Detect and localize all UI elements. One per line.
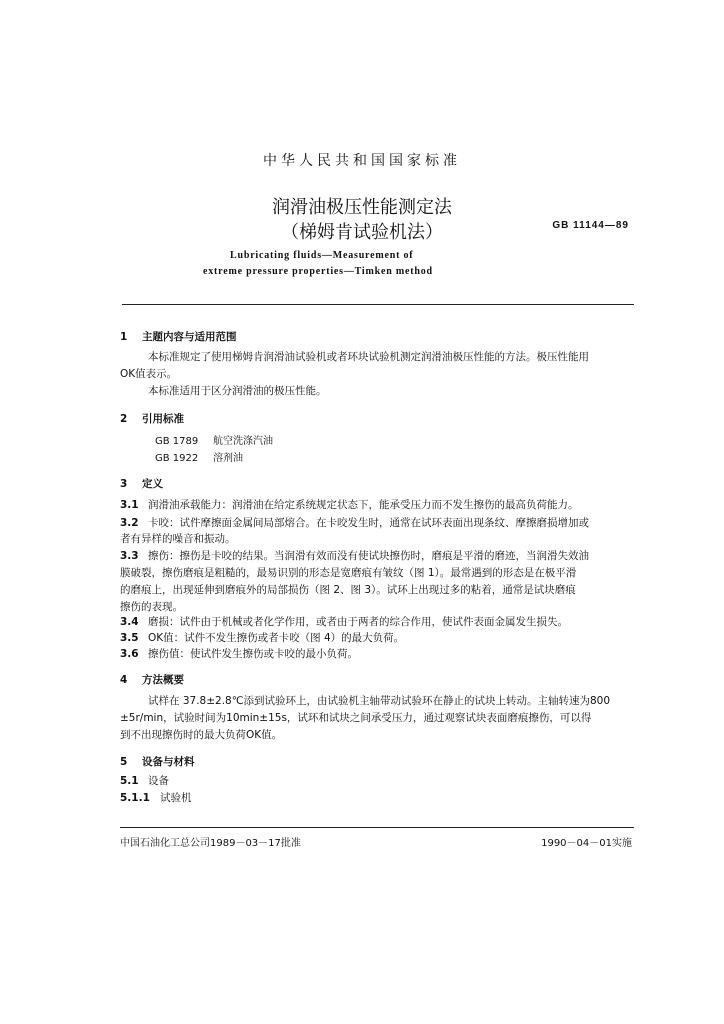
section-title: 主题内容与适用范围 <box>142 331 237 343</box>
item-text: 卡咬：试件摩擦面金属间局部熔合。在卡咬发生时，通常在试环表面出现条纹、摩擦磨损增加或 <box>148 517 589 529</box>
title-chinese-line1: 润滑油极压性能测定法 <box>272 197 452 218</box>
section-number: 4 <box>120 674 128 686</box>
item-number: 5.1 <box>120 775 139 787</box>
subsection-5-1-1 <box>120 790 192 805</box>
definition-3-3-line3: 的磨痕上，出现延伸到磨痕外的局部损伤（图 2、图 3）。试环上出现过多的粘着，通常是试块磨痕 <box>120 584 576 596</box>
section-4-heading <box>120 672 184 687</box>
section-1-para2: 本标准适用于区分润滑油的极压性能。 <box>148 385 327 397</box>
title-english-line2: extreme pressure properties—Timken method <box>203 266 433 277</box>
reference-name: 溶剂油 <box>213 453 243 464</box>
implementation-date: 1990－04－01实施 <box>541 838 632 849</box>
definition-3-3 <box>120 548 589 563</box>
definition-3-5 <box>120 630 404 645</box>
definition-3-4 <box>120 614 568 629</box>
section-1-para1-line1: 本标准规定了使用梯姆肯润滑油试验机或者环块试验机测定润滑油极压性能的方法。极压性能用 <box>148 351 589 363</box>
item-number: 3.1 <box>120 499 139 511</box>
item-text: 磨损：试件由于机械或者化学作用，或者由于两者的综合作用，使试件表面金属发生损失。 <box>148 616 568 628</box>
section-number: 3 <box>120 478 128 490</box>
section-1-para1-line2: OK值表示。 <box>120 368 178 380</box>
section-title: 定义 <box>142 478 163 490</box>
definition-3-3-line2: 膜破裂，擦伤磨痕是粗糙的，最易识别的形态是宽磨痕有皱纹（图 1）。最常遇到的形态是在极平滑 <box>120 567 577 579</box>
section-5-heading <box>120 754 195 769</box>
section-1-heading <box>120 329 237 344</box>
subsection-5-1 <box>120 773 169 788</box>
definition-3-2 <box>120 515 589 530</box>
definition-3-2-line2: 者有异样的噪音和振动。 <box>120 533 236 545</box>
title-chinese-line2: （梯姆肯试验机法） <box>281 222 443 243</box>
national-standard-heading: 中华人民共和国国家标准 <box>263 153 461 169</box>
section-title: 方法概要 <box>142 674 184 686</box>
item-text: 设备 <box>148 775 169 787</box>
item-number: 3.2 <box>120 517 139 529</box>
approval-date: 中国石油化工总公司1989－03－17批准 <box>120 838 301 849</box>
header-divider <box>122 304 634 305</box>
item-number: 3.3 <box>120 550 139 562</box>
section-4-line1: 试样在 37.8±2.8℃添到试验环上，由试验机主轴带动试验环在静止的试块上转动。主轴转速为800 <box>148 695 611 707</box>
reference-item <box>155 449 243 464</box>
definition-3-6 <box>120 646 358 661</box>
section-4-line3: 到不出现擦伤时的最大负荷OK值。 <box>120 729 283 741</box>
item-number: 3.5 <box>120 632 139 644</box>
reference-code: GB 1922 <box>155 453 199 464</box>
item-text: 擦伤值：使试件发生擦伤或卡咬的最小负荷。 <box>148 648 358 660</box>
section-title: 设备与材料 <box>142 756 195 768</box>
item-text: 试验机 <box>160 792 192 804</box>
section-title: 引用标准 <box>142 413 184 425</box>
section-number: 1 <box>120 331 128 343</box>
definition-3-1 <box>120 497 579 512</box>
item-text: OK值：试件不发生擦伤或者卡咬（图 4）的最大负荷。 <box>148 632 405 644</box>
item-text: 擦伤：擦伤是卡咬的结果。当润滑有效而没有使试块擦伤时，磨痕是平滑的磨迹，当润滑失效油 <box>148 550 589 562</box>
footer-divider <box>120 827 634 828</box>
section-number: 5 <box>120 756 128 768</box>
title-english-line1: Lubricating fluids—Measurement of <box>230 250 414 261</box>
reference-item <box>155 432 273 447</box>
standard-number: GB 11144—89 <box>552 220 629 231</box>
section-4-line2: ±5r/min，试验时间为10min±15s，试环和试块之间承受压力，通过观察试块表面磨痕擦伤，可以得 <box>120 712 592 724</box>
item-number: 5.1.1 <box>120 792 150 804</box>
reference-name: 航空洗涤汽油 <box>213 436 273 447</box>
reference-code: GB 1789 <box>155 436 199 447</box>
section-3-heading <box>120 476 163 491</box>
section-number: 2 <box>120 413 128 425</box>
item-number: 3.6 <box>120 648 139 660</box>
definition-3-3-line4: 擦伤的表现。 <box>120 601 183 613</box>
section-2-heading <box>120 411 184 426</box>
item-number: 3.4 <box>120 616 139 628</box>
item-text: 润滑油承载能力：润滑油在给定系统规定状态下，能承受压力而不发生擦伤的最高负荷能力。 <box>148 499 579 511</box>
